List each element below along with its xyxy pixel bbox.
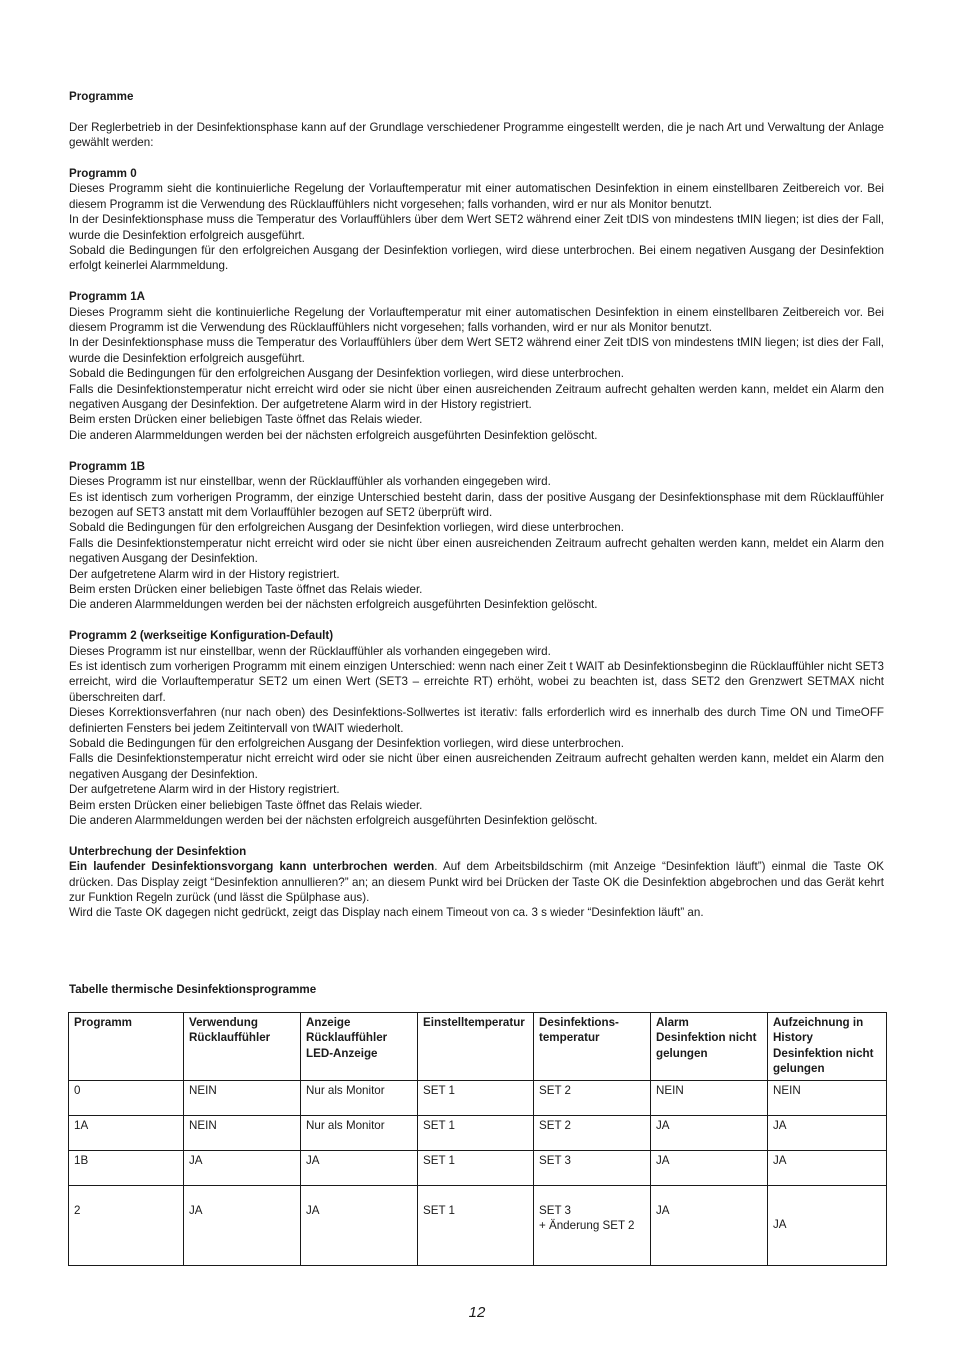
paragraph-rest: . Auf dem Arbeitsbildschirm (mit Anzeige “Desinfektion läuft”) einmal die Taste OK drücken. Das Display zeigt “Desinfektion annullieren?” an; an diesem Punkt wird bei Drücken der Taste OK die Desinfektion abgebrochen und das Gerät kehrt zur Funktion Regeln zurück (und lässt die Spülphase aus). bbox=[69, 860, 884, 905]
table-header-row bbox=[69, 1013, 887, 1081]
table-cell: JA bbox=[184, 1150, 301, 1185]
table-cell: 1A bbox=[69, 1115, 184, 1150]
table-cell: SET 1 bbox=[418, 1150, 534, 1185]
table-cell: NEIN bbox=[184, 1080, 301, 1115]
column-header: Desinfektions- temperatur bbox=[534, 1013, 651, 1081]
paragraph: Dieses Programm ist nur einstellbar, wenn der Rücklauffühler als vorhanden eingegeben wird. bbox=[69, 475, 551, 489]
section-interrupt bbox=[69, 844, 884, 921]
table-cell: JA bbox=[768, 1185, 887, 1265]
paragraph: Sobald die Bedingungen für den erfolgreichen Ausgang der Desinfektion vorliegen, wird diese unterbrochen. bbox=[69, 521, 624, 535]
column-header: Programm bbox=[69, 1013, 184, 1081]
paragraph: Sobald die Bedingungen für den erfolgreichen Ausgang der Desinfektion vorliegen, wird diese unterbrochen. bbox=[69, 736, 624, 750]
column-header: Aufzeichnung in History Desinfektion nicht gelungen bbox=[768, 1013, 887, 1081]
table-cell: NEIN bbox=[184, 1115, 301, 1150]
paragraph: Sobald die Bedingungen für den erfolgreichen Ausgang der Desinfektion vorliegen, wird diese unterbrochen. bbox=[69, 367, 624, 381]
paragraph: In der Desinfektionsphase muss die Temperatur des Vorlauffühlers über dem Wert SET2 während einer Zeit tDIS von mindestens tMIN liegen; ist dies der Fall, wurde die Desinfektion erfolgreich ausgeführt. bbox=[69, 336, 884, 365]
table-cell: 1B bbox=[69, 1150, 184, 1185]
paragraph: Der aufgetretene Alarm wird in der History registriert. bbox=[69, 567, 340, 581]
page-title: Programme bbox=[69, 90, 134, 103]
paragraph: Die anderen Alarmmeldungen werden bei der nächsten erfolgreich ausgeführten Desinfektion gelöscht. bbox=[69, 428, 598, 442]
paragraph: Die anderen Alarmmeldungen werden bei der nächsten erfolgreich ausgeführten Desinfektion gelöscht. bbox=[69, 598, 598, 612]
table-cell: SET 2 bbox=[534, 1115, 651, 1150]
paragraph: Es ist identisch zum vorherigen Programm mit einem einzigen Unterschied: wenn nach einer Zeit t WAIT ab Desinfektionsbeginn die Rücklauffühler nicht SET3 erreicht, wird die Vorlauftemperatur SET2 um einen Wert (SET3 – erreichte RT) erhöht, wobei zu beachten ist, dass SET2 den Grenzwert SETMAX nicht überschreiten darf. bbox=[69, 659, 884, 704]
table-cell: SET 1 bbox=[418, 1185, 534, 1265]
table-cell: SET 3 bbox=[534, 1150, 651, 1185]
table-cell: JA bbox=[301, 1185, 418, 1265]
table-cell: SET 1 bbox=[418, 1115, 534, 1150]
paragraph: Dieses Programm ist nur einstellbar, wenn der Rücklauffühler als vorhanden eingegeben wird. bbox=[69, 644, 551, 658]
page-number: 12 bbox=[468, 1304, 486, 1321]
section-program-2 bbox=[69, 628, 884, 828]
paragraph: Falls die Desinfektionstemperatur nicht erreicht wird oder sie nicht über einen ausreichenden Zeitraum aufrecht gehalten werden kann, meldet ein Alarm den negativen Ausgang der Desinfektion. bbox=[69, 536, 884, 566]
paragraph: Beim ersten Drücken einer beliebigen Taste öffnet das Relais wieder. bbox=[69, 413, 423, 427]
table-cell: SET 1 bbox=[418, 1080, 534, 1115]
table-row bbox=[69, 1150, 887, 1185]
paragraph: Die anderen Alarmmeldungen werden bei der nächsten erfolgreich ausgeführten Desinfektion gelöscht. bbox=[69, 814, 598, 828]
table-cell: JA bbox=[651, 1150, 768, 1185]
paragraph: Sobald die Bedingungen für den erfolgreichen Ausgang der Desinfektion vorliegen, wird diese unterbrochen. Bei einem negativen Ausgang der Desinfektion erfolgt keinerlei Alarmmeldung. bbox=[69, 244, 884, 273]
column-header: Verwendung Rücklauffühler bbox=[184, 1013, 301, 1081]
paragraph: Es ist identisch zum vorherigen Programm, der einzige Unterschied besteht darin, dass der positive Ausgang der Desinfektionsphase mit dem Rücklauffühler bezogen auf SET3 anstatt mit dem Vorlauffühler bezogen auf SET2 überprüft wird. bbox=[69, 490, 884, 519]
paragraph bbox=[69, 859, 884, 905]
table-row bbox=[69, 1080, 887, 1115]
table-cell: SET 3 + Änderung SET 2 bbox=[534, 1185, 651, 1265]
table-cell: 0 bbox=[69, 1080, 184, 1115]
section-heading: Programm 2 (werkseitige Konfiguration-Default) bbox=[69, 629, 334, 643]
paragraph: In der Desinfektionsphase muss die Temperatur des Vorlauffühlers über dem Wert SET2 während einer Zeit tDIS von mindestens tMIN liegen; ist dies der Fall, wurde die Desinfektion erfolgreich ausgeführt. bbox=[69, 213, 884, 242]
column-header: Alarm Desinfektion nicht gelungen bbox=[651, 1013, 768, 1081]
table-row bbox=[69, 1115, 887, 1150]
section-heading: Programm 1B bbox=[69, 459, 146, 473]
section-program-0 bbox=[69, 166, 884, 274]
section-heading: Unterbrechung der Desinfektion bbox=[69, 844, 247, 858]
table-cell: JA bbox=[301, 1150, 418, 1185]
table-cell: JA bbox=[768, 1115, 887, 1150]
section-program-1a bbox=[69, 289, 884, 443]
table-cell: NEIN bbox=[651, 1080, 768, 1115]
table-cell: JA bbox=[651, 1115, 768, 1150]
paragraph: Beim ersten Drücken einer beliebigen Taste öffnet das Relais wieder. bbox=[69, 798, 423, 812]
paragraph: Falls die Desinfektionstemperatur nicht erreicht wird oder sie nicht über einen ausreichenden Zeitraum aufrecht gehalten werden kann, meldet ein Alarm den negativen Ausgang der Desinfektion. Der aufgetretene Alarm wird in der History registriert. bbox=[69, 382, 884, 412]
column-header: Einstelltemperatur bbox=[418, 1013, 534, 1081]
paragraph: Falls die Desinfektionstemperatur nicht erreicht wird oder sie nicht über einen ausreichenden Zeitraum aufrecht gehalten werden kann, meldet ein Alarm den negativen Ausgang der Desinfektion. bbox=[69, 752, 884, 781]
table-cell: JA bbox=[184, 1185, 301, 1265]
section-heading: Programm 1A bbox=[69, 290, 146, 304]
intro-paragraph: Der Reglerbetrieb in der Desinfektionsphase kann auf der Grundlage verschiedener Programme eingestellt werden, die je nach Art und Verwaltung der Anlage gewählt werden: bbox=[69, 120, 884, 150]
disinfection-programs-table bbox=[68, 1012, 887, 1266]
table-cell: Nur als Monitor bbox=[301, 1080, 418, 1115]
section-program-1b bbox=[69, 459, 884, 613]
table-cell: 2 bbox=[69, 1185, 184, 1265]
table-title: Tabelle thermische Desinfektionsprogramme bbox=[69, 983, 317, 996]
bold-lead: Ein laufender Desinfektionsvorgang kann unterbrochen werden bbox=[69, 860, 435, 874]
table-row bbox=[69, 1185, 887, 1265]
table-cell: NEIN bbox=[768, 1080, 887, 1115]
column-header: Anzeige Rücklauffühler LED-Anzeige bbox=[301, 1013, 418, 1081]
table-cell: SET 2 bbox=[534, 1080, 651, 1115]
paragraph: Dieses Programm sieht die kontinuierliche Regelung der Vorlauftemperatur mit einer automatischen Desinfektion in einem einstellbaren Zeitbereich vor. Bei diesem Programm ist die Verwendung des Rücklauffühlers nicht vorgesehen; falls vorhanden, wird er nur als Monitor benutzt. bbox=[69, 182, 884, 211]
paragraph: Wird die Taste OK dagegen nicht gedrückt, zeigt das Display nach einem Timeout von ca. 3 s wieder “Desinfektion läuft” an. bbox=[69, 906, 704, 920]
section-heading: Programm 0 bbox=[69, 167, 137, 180]
document-body bbox=[69, 89, 884, 921]
table-cell: JA bbox=[651, 1185, 768, 1265]
paragraph: Dieses Korrektionsverfahren (nur nach oben) des Desinfektions-Sollwertes ist iterativ: falls erforderlich wird es innerhalb des durch Time ON und TimeOFF definierten Fensters bei jedem Zeitintervall von tWAIT wiederholt. bbox=[69, 706, 884, 735]
paragraph: Dieses Programm sieht die kontinuierliche Regelung der Vorlauftemperatur mit einer automatischen Desinfektion in einem einstellbaren Zeitbereich vor. Bei diesem Programm ist die Verwendung des Rücklauffühlers nicht vorgesehen; falls vorhanden, wird er nur als Monitor benutzt. bbox=[69, 305, 884, 335]
paragraph: Der aufgetretene Alarm wird in der History registriert. bbox=[69, 783, 340, 797]
paragraph: Beim ersten Drücken einer beliebigen Taste öffnet das Relais wieder. bbox=[69, 582, 423, 596]
table-cell: Nur als Monitor bbox=[301, 1115, 418, 1150]
table-cell: JA bbox=[768, 1150, 887, 1185]
